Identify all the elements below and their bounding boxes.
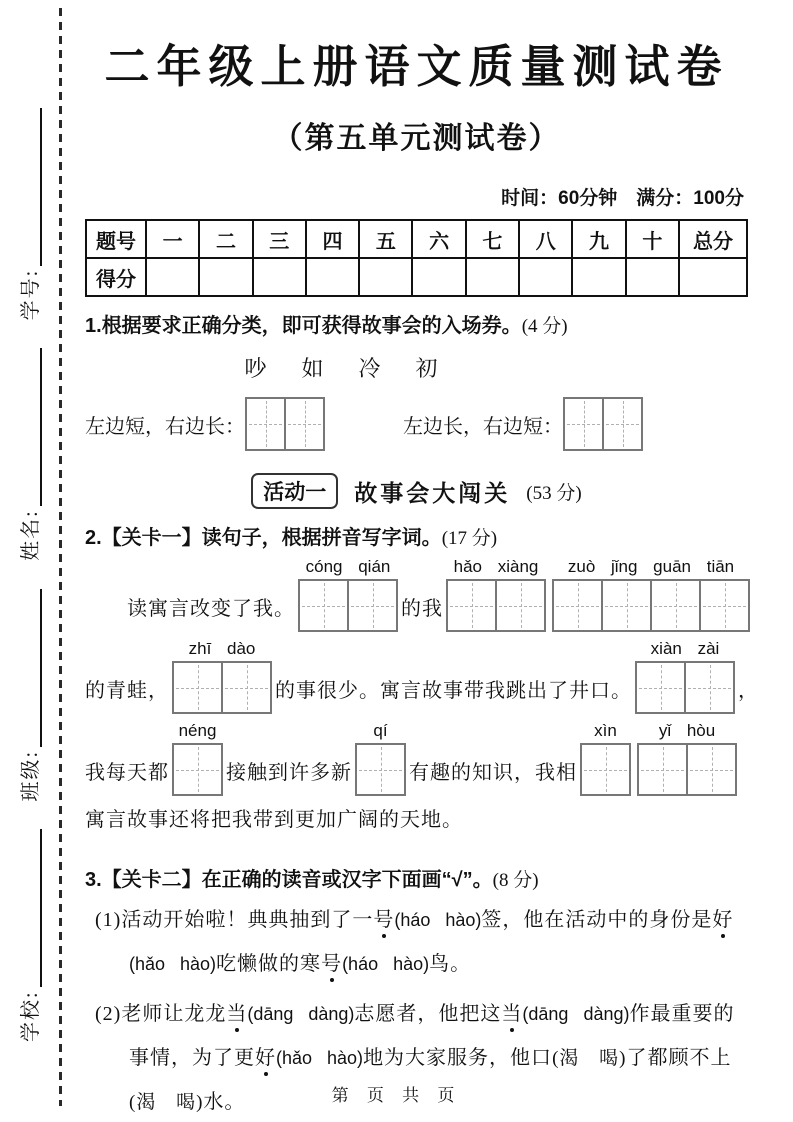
hanzi-cell[interactable] xyxy=(174,663,223,712)
sidebar-strip xyxy=(0,0,56,1122)
emphasized-character: 好 xyxy=(712,909,734,931)
score-cell[interactable] xyxy=(359,258,412,296)
answer-grid xyxy=(637,743,737,796)
emphasized-character: 当 xyxy=(501,1003,523,1025)
binding-line xyxy=(59,8,62,1106)
q1-header xyxy=(85,309,748,338)
hanzi-cell[interactable] xyxy=(639,745,688,794)
q3-item xyxy=(95,898,748,986)
emphasized-character: 号 xyxy=(321,953,343,975)
answer-grid xyxy=(245,397,325,451)
q2-line-text: 寓言故事还将把我带到更加广阔的天地。 xyxy=(85,809,463,831)
q3-text: 了都顾不上 xyxy=(626,1047,732,1069)
sidebar-field-blank[interactable] xyxy=(14,108,42,266)
q2-line-text: 的我 xyxy=(401,598,443,620)
q3-text: 水。 xyxy=(203,1091,246,1113)
q1-group-label: 左边长，右边短： xyxy=(403,415,563,438)
q2-line xyxy=(85,639,759,714)
q3-text: 老师让龙龙 xyxy=(121,1003,227,1025)
q3-text: 作最重要的事情，为了更 xyxy=(129,1003,735,1069)
q2-number: 2. xyxy=(85,527,102,549)
emphasized-character: 当 xyxy=(226,1003,248,1025)
sidebar-field-label: 姓名: xyxy=(19,509,42,561)
q2-line-text: 我每天都 xyxy=(85,762,169,784)
main-column xyxy=(85,0,759,1122)
sidebar-field xyxy=(14,589,43,802)
score-cell[interactable] xyxy=(626,258,679,296)
sidebar-field-label: 学号: xyxy=(19,268,42,321)
score-cell[interactable] xyxy=(146,258,199,296)
sidebar-field xyxy=(14,829,43,1042)
hanzi-cell[interactable] xyxy=(300,581,349,630)
hanzi-cell[interactable] xyxy=(565,399,604,449)
choice-options: (hǎo hào) xyxy=(129,954,217,974)
q1-classify-group xyxy=(85,397,325,451)
hanzi-cell[interactable] xyxy=(357,745,404,794)
pinyin-label: zhī dào xyxy=(188,639,256,658)
q3-text: 志愿者，他把这 xyxy=(354,1003,502,1025)
q3-text: 吃懒做的寒 xyxy=(216,953,322,975)
page-title: 二年级上册语文质量测试卷 xyxy=(104,41,729,92)
choice-options: (hǎo hào) xyxy=(276,1048,364,1068)
hanzi-cell[interactable] xyxy=(637,663,686,712)
sidebar-field-blank[interactable] xyxy=(14,829,42,987)
hanzi-cell[interactable] xyxy=(349,581,396,630)
page-footer: 第 页 共 页 xyxy=(331,1086,462,1105)
q3-score: (8 分) xyxy=(492,870,539,891)
answer-grid xyxy=(552,579,750,632)
answer-grid xyxy=(298,579,398,632)
hanzi-cell[interactable] xyxy=(247,399,286,449)
pinyin-answer-group xyxy=(552,557,750,632)
q2-line-text: 有趣的知识，我相 xyxy=(409,762,577,784)
sidebar-field-label: 班级: xyxy=(19,749,42,802)
answer-grid xyxy=(635,661,735,714)
q1-number: 1. xyxy=(85,315,102,337)
pinyin-answer-group xyxy=(355,721,406,796)
hanzi-cell[interactable] xyxy=(286,399,323,449)
score-table-score-row xyxy=(86,258,747,296)
pinyin-label: cóng qián xyxy=(305,557,391,576)
score-table-header-row xyxy=(86,220,747,258)
score-table-column-label: 二 xyxy=(199,220,252,258)
q1-character: 吵 xyxy=(244,356,268,381)
q1-classify-group xyxy=(403,397,643,451)
q3-text: 活动开始啦！典典抽到了一 xyxy=(121,909,374,931)
answer-grid xyxy=(446,579,546,632)
score-table-header-label: 题号 xyxy=(86,220,146,258)
pinyin-answer-group xyxy=(446,557,546,632)
choice-options: (dāng dàng) xyxy=(522,1004,630,1024)
activity-banner xyxy=(85,473,748,509)
score-table-column-label: 七 xyxy=(466,220,519,258)
score-cell[interactable] xyxy=(572,258,625,296)
pinyin-label: xiàn zài xyxy=(650,639,720,658)
pinyin-label: zuò jǐng guān tiān xyxy=(567,557,735,576)
hanzi-cell[interactable] xyxy=(688,745,735,794)
sidebar-field-blank[interactable] xyxy=(14,589,42,747)
choice-options: (渴 喝) xyxy=(129,1092,204,1113)
q2-line-text: 接触到许多新 xyxy=(226,762,352,784)
q2-text: 【关卡一】读句子，根据拼音写字词。 xyxy=(101,527,442,549)
score-table-column-label: 一 xyxy=(146,220,199,258)
score-table-score-label: 得分 xyxy=(86,258,146,296)
q2-line-text: 读寓言改变了我。 xyxy=(127,598,295,620)
score-cell[interactable] xyxy=(679,258,747,296)
score-table-column-label: 五 xyxy=(359,220,412,258)
sidebar-field-blank[interactable] xyxy=(14,348,42,506)
q3-number: 3. xyxy=(85,869,102,891)
q2-body xyxy=(85,557,759,843)
choice-options: (háo hào) xyxy=(342,954,430,974)
score-table-column-label: 十 xyxy=(626,220,679,258)
q3-header xyxy=(85,863,748,892)
activity-title: 故事会大闯关 xyxy=(354,479,511,506)
answer-grid xyxy=(563,397,643,451)
q2-score: (17 分) xyxy=(441,528,498,549)
hanzi-cell[interactable] xyxy=(554,581,603,630)
hanzi-cell[interactable] xyxy=(448,581,497,630)
emphasized-character: 好 xyxy=(255,1047,276,1069)
sidebar-field xyxy=(14,348,43,561)
answer-grid xyxy=(172,661,272,714)
activity-badge: 活动一 xyxy=(251,473,338,509)
hanzi-cell[interactable] xyxy=(604,399,641,449)
q2-line xyxy=(85,721,748,796)
score-table-column-label: 六 xyxy=(412,220,465,258)
q3-item-number: (1) xyxy=(95,909,122,931)
q3-text: 【关卡二】在正确的读音或汉字下面画“√”。 xyxy=(101,869,493,891)
answer-grid xyxy=(355,743,406,796)
sidebar-field xyxy=(14,108,43,321)
pinyin-answer-group xyxy=(298,557,398,632)
score-cell[interactable] xyxy=(199,258,252,296)
q1-group-label: 左边短，右边长： xyxy=(85,415,245,438)
pinyin-answer-group xyxy=(172,721,223,796)
q2-header xyxy=(85,521,748,550)
score-cell[interactable] xyxy=(306,258,359,296)
q2-line-text: 的事很少。寓言故事带我跳出了井口。 xyxy=(275,680,632,702)
score-cell[interactable] xyxy=(412,258,465,296)
pinyin-answer-group xyxy=(172,639,272,714)
score-table-column-label: 八 xyxy=(519,220,572,258)
pinyin-label: qí xyxy=(373,721,388,740)
score-cell[interactable] xyxy=(519,258,572,296)
score-table xyxy=(85,219,748,297)
hanzi-cell[interactable] xyxy=(701,581,748,630)
activity-score: (53 分) xyxy=(526,482,582,504)
hanzi-cell[interactable] xyxy=(686,663,733,712)
hanzi-cell[interactable] xyxy=(652,581,701,630)
q2-line xyxy=(85,557,748,632)
pinyin-answer-group xyxy=(580,721,631,796)
emphasized-character: 号 xyxy=(373,909,395,931)
q1-character: 冷 xyxy=(358,356,382,381)
pinyin-label: xìn xyxy=(594,721,617,740)
q1-characters xyxy=(85,352,748,383)
pinyin-label: hǎo xiàng xyxy=(453,557,539,576)
pinyin-answer-group xyxy=(637,721,737,796)
choice-options: (渴 喝) xyxy=(552,1048,627,1069)
score-table-column-label: 九 xyxy=(572,220,625,258)
answer-grid xyxy=(580,743,631,796)
q3-text: 签，他在活动中的身份是 xyxy=(481,909,713,931)
answer-grid xyxy=(172,743,223,796)
q1-character: 初 xyxy=(415,356,439,381)
q3-item-number: (2) xyxy=(95,1003,122,1025)
q1-score: (4 分) xyxy=(521,316,568,337)
choice-options: (háo hào) xyxy=(394,910,482,930)
hanzi-cell[interactable] xyxy=(497,581,544,630)
q1-character: 如 xyxy=(301,356,325,381)
q1-answer-row xyxy=(85,397,748,451)
score-table-column-label: 四 xyxy=(306,220,359,258)
hanzi-cell[interactable] xyxy=(223,663,270,712)
pinyin-answer-group xyxy=(635,639,735,714)
score-table-column-label: 三 xyxy=(253,220,306,258)
score-cell[interactable] xyxy=(466,258,519,296)
pinyin-label: néng xyxy=(178,721,217,740)
score-table-column-label: 总分 xyxy=(679,220,747,258)
pinyin-label: yǐ hòu xyxy=(658,721,716,740)
q1-text: 根据要求正确分类，即可获得故事会的入场券。 xyxy=(101,315,522,337)
q2-line xyxy=(85,803,748,843)
q3-text: 地为大家服务，他口 xyxy=(363,1047,553,1069)
q2-line-text: 的青蛙， xyxy=(85,680,169,702)
time-score-meta: 时间：60分钟 满分：100分 xyxy=(501,188,744,209)
score-cell[interactable] xyxy=(253,258,306,296)
sidebar-field-label: 学校: xyxy=(19,990,42,1042)
q2-line-text: ， xyxy=(738,680,759,702)
q3-text: 鸟。 xyxy=(429,953,472,975)
page-subtitle: （第五单元测试卷） xyxy=(272,122,561,155)
choice-options: (dāng dàng) xyxy=(247,1004,355,1024)
hanzi-cell[interactable] xyxy=(174,745,221,794)
hanzi-cell[interactable] xyxy=(582,745,629,794)
hanzi-cell[interactable] xyxy=(603,581,652,630)
